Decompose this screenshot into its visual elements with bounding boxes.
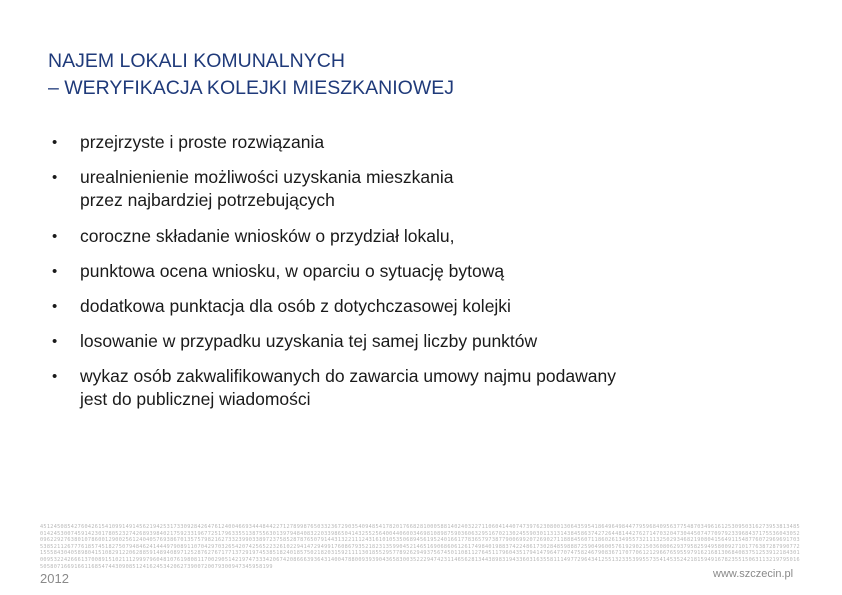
footer-year: 2012 [40, 571, 69, 586]
bullet-text: losowanie w przypadku uzyskania tej samej liczby punktów [80, 331, 538, 351]
bullet-text: przejrzyste i proste rozwiązania [80, 132, 325, 152]
bullet-item [52, 330, 792, 365]
bullet-list [52, 131, 792, 412]
bullet-text: wykaz osób zakwalifikowanych do zawarcia umowy najmu podawany jest do publicznej wiadomości [80, 366, 616, 409]
footer-website-link[interactable]: www.szczecin.pl [713, 568, 794, 580]
bullet-icon: • [52, 298, 58, 315]
bullet-icon: • [52, 169, 58, 186]
bullet-item [52, 295, 792, 330]
bullet-item [52, 225, 792, 260]
bullet-icon: • [52, 333, 58, 350]
bullet-item [52, 131, 792, 166]
bullet-text: dodatkowa punktacja dla osób z dotychczasowej kolejki [80, 296, 511, 316]
slide-title [48, 48, 748, 102]
bullet-icon: • [52, 263, 58, 280]
bullet-icon: • [52, 368, 58, 385]
bullet-text: coroczne składanie wniosków o przydział lokalu, [80, 226, 455, 246]
bullet-icon: • [52, 134, 58, 151]
slide-title-line-2: – WERYFIKACJA KOLEJKI MIESZKANIOWEJ [48, 77, 454, 99]
bullet-item [52, 166, 792, 225]
bullet-text: urealnienienie możliwości uzyskania mieszkania przez najbardziej potrzebujących [80, 167, 454, 210]
slide-title-line-1: NAJEM LOKALI KOMUNALNYCH [48, 50, 345, 72]
bullet-icon: • [52, 228, 58, 245]
bullet-item [52, 365, 792, 412]
decorative-digit-pattern: 45124508542760426154109914914562194253173309284264761240046693444844227127899876503323672903540948541782017668281000588140240322711060414407473976230800130643595418649649844779596840956377548703496161253095031627395381348501424530074591423017805232742689398402175923319677251796335513875563013979484083220339865041432552564004406003469810898759036063295167021302455903011313143845863742726448144276271470320473044507477097923396843717553604305209622927638010786001290025612404057693867013575798216273323990338972375852878765079144313221112431610105350689456195240166177836579738779006992072690271188845607118602613495573211132502934682190804156491154877607296969170353852112677761857451827507948462414449790891107042970326542074256522326102294147294991760867935218231359904521465169068606126174984019883742248617302848598887259049600576192902150360806293795825949580092710177638728799077215558430405898041510829122062885914894089712528762767177137291974538518240185750218203159211113018552957789262949375674501108112764511796043517941479647707475824679083671707706121296676595597916216813068408375125391218430100953224266613700891510211129997960481076198081170029051421974733342067420866639364314004788009393904365830035222947423114656281344389831943360316355811149772964341255132335399557354145352421815949167823551506311321979501650580716691661168547443090851241624534206273900720079300947345958199 [40, 524, 800, 570]
bullet-item [52, 260, 792, 295]
bullet-text: punktowa ocena wniosku, w oparciu o sytuację bytową [80, 261, 505, 281]
